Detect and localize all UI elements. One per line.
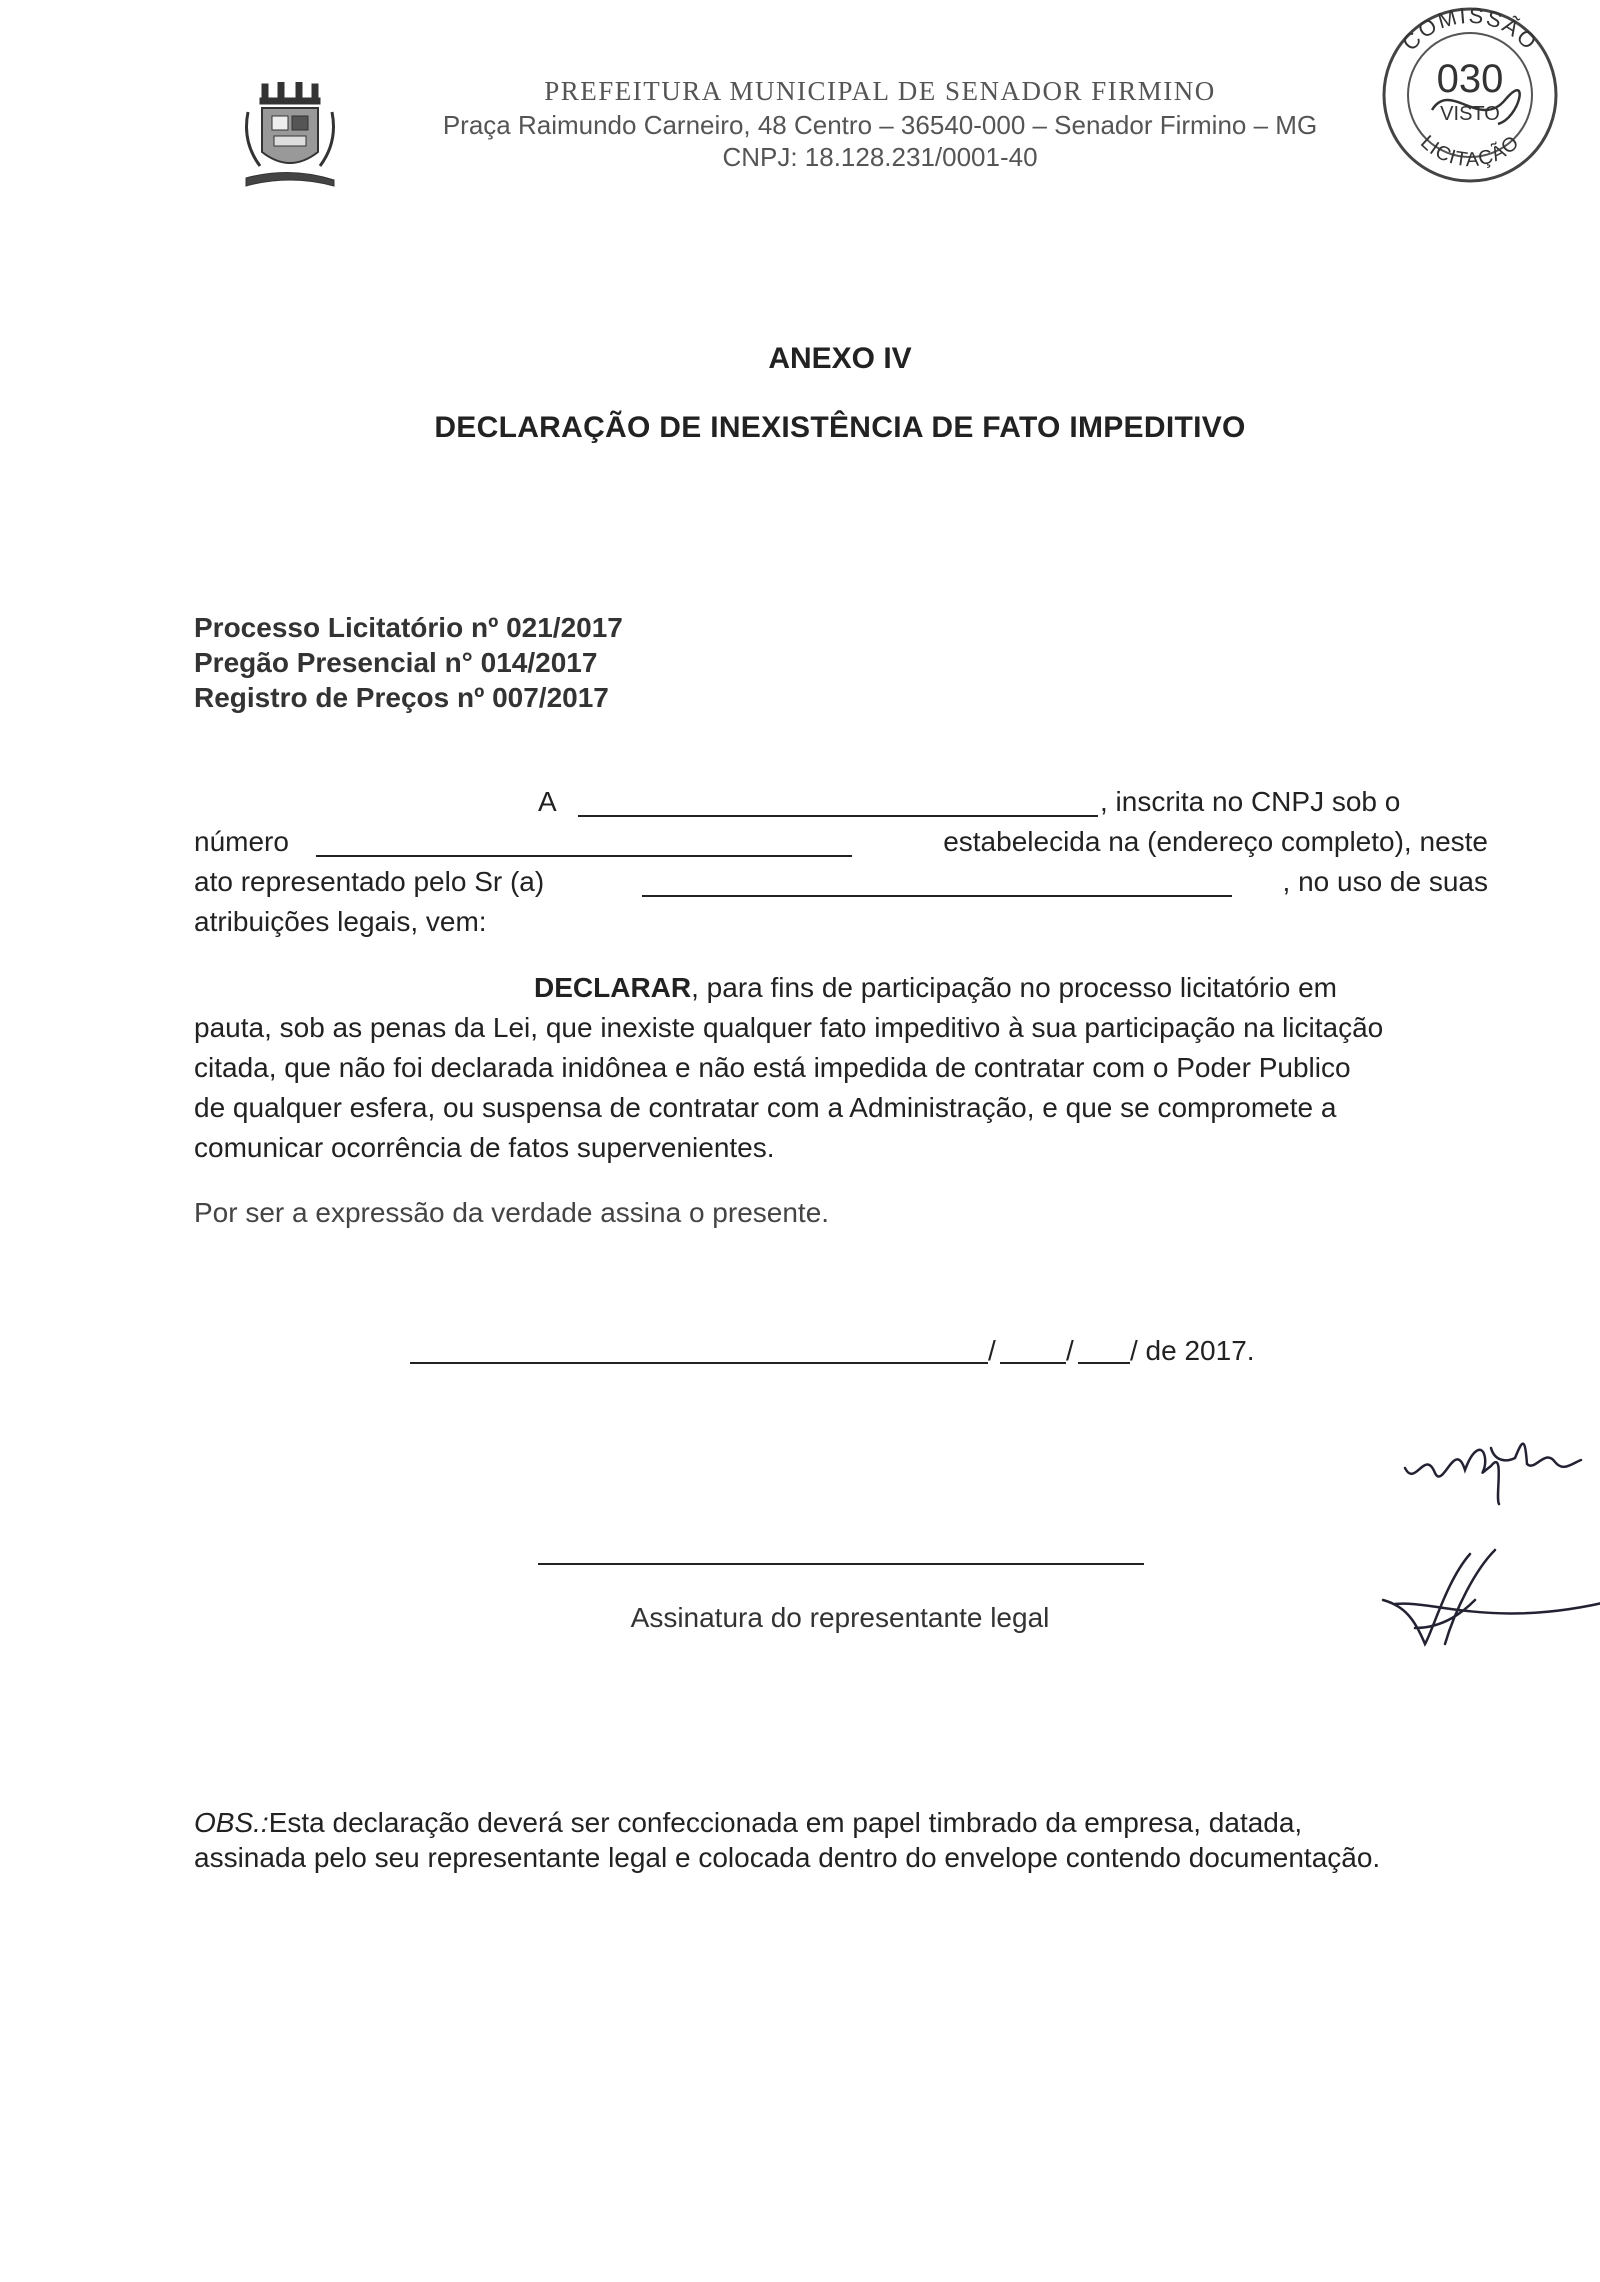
institution-name: PREFEITURA MUNICIPAL DE SENADOR FIRMINO xyxy=(544,76,1216,106)
declare-line-1-text: , para fins de participação no processo licitatório em xyxy=(691,972,1337,1003)
date-year xyxy=(1130,1335,1255,1367)
rubric-signature xyxy=(1395,1418,1585,1508)
signature-line xyxy=(538,1563,1144,1565)
observation-line-2: assinada pelo seu representante legal e colocada dentro do envelope contendo documentação. xyxy=(194,1842,1381,1873)
declare-line-4-text: de qualquer esfera, ou suspensa de contratar com a Administração, e que se compromete a xyxy=(194,1092,1337,1123)
svg-text:LICITAÇÃO xyxy=(1416,131,1524,171)
svg-text:COMISSÃO xyxy=(1397,3,1543,56)
company-name-blank xyxy=(578,815,1098,817)
observation-label: OBS.: xyxy=(194,1807,269,1838)
stamp-bottom-text: LICITAÇÃO xyxy=(1416,131,1524,172)
signature-label: Assinatura do representante legal xyxy=(630,1602,1050,1633)
price-registry-number: Registro de Preços nº 007/2017 xyxy=(194,682,609,713)
place-blank xyxy=(410,1362,988,1364)
commission-stamp xyxy=(1370,0,1570,190)
declare-line-3-text: citada, que não foi declarada inidônea e não está impedida de contratar com o Poder Publico xyxy=(194,1052,1351,1083)
process-number: Processo Licitatório nº 021/2017 xyxy=(194,612,623,643)
stamp-visto: VISTO xyxy=(1440,103,1500,125)
month-blank xyxy=(1078,1362,1130,1364)
representative-signature xyxy=(1375,1540,1600,1675)
day-blank xyxy=(1000,1362,1066,1364)
attributions-text: atribuições legais, vem: xyxy=(194,906,487,937)
institution-cnpj: CNPJ: 18.128.231/0001-40 xyxy=(722,142,1038,172)
declare-line-3 xyxy=(194,1052,1488,1084)
date-separator-1: / xyxy=(988,1335,996,1366)
stamp-top-text: COMISSÃO xyxy=(1397,2,1543,56)
declare-line-2 xyxy=(194,1012,1488,1044)
legal-duties-text: , no uso de suas xyxy=(1282,866,1488,897)
representative-label: ato representado pelo Sr (a) xyxy=(194,866,545,897)
observation-line-1-text: Esta declaração deverá ser confeccionada em papel timbrado da empresa, datada, xyxy=(268,1807,1303,1838)
declare-line-2-text: pauta, sob as penas da Lei, que inexiste qualquer fato impeditivo à sua participação na licitação xyxy=(194,1012,1384,1043)
closing-statement: Por ser a expressão da verdade assina o presente. xyxy=(194,1197,830,1228)
declare-line-5: comunicar ocorrência de fatos supervenientes. xyxy=(194,1132,775,1163)
municipal-crest-logo xyxy=(240,82,340,192)
declare-line-1 xyxy=(534,972,1337,1004)
cnpj-intro-text: , inscrita no CNPJ sob o xyxy=(1100,786,1401,817)
declaration-title: DECLARAÇÃO DE INEXISTÊNCIA DE FATO IMPEDITIVO xyxy=(434,411,1246,444)
date-year-text: de 2017. xyxy=(1137,1335,1255,1366)
company-intro-label: A xyxy=(538,786,557,817)
institution-address: Praça Raimundo Carneiro, 48 Centro – 36540-000 – Senador Firmino – MG xyxy=(442,110,1318,140)
observation-line-1 xyxy=(194,1807,1488,1839)
date-separator-3: / xyxy=(1130,1335,1138,1366)
stamp-number: 030 xyxy=(1436,57,1504,101)
representative-name-blank xyxy=(642,895,1232,897)
cnpj-number-blank xyxy=(316,855,852,857)
declare-line-4 xyxy=(194,1092,1488,1124)
annex-title: ANEXO IV xyxy=(768,342,912,375)
date-separator-2: / xyxy=(1066,1335,1074,1366)
number-label: número xyxy=(194,826,289,857)
auction-number: Pregão Presencial n° 014/2017 xyxy=(194,647,598,678)
declare-keyword: DECLARAR xyxy=(534,972,692,1003)
address-text: estabelecida na (endereço completo), neste xyxy=(943,826,1488,857)
